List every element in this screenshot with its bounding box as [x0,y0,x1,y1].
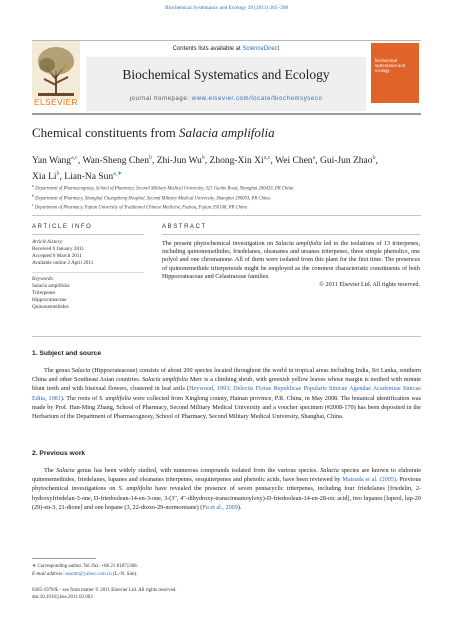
cover-title: biochemical systematics and ecology [375,58,406,73]
corresponding-author: ∗ Corresponding author. Tel./fax: +86 21 81871308. [32,564,138,569]
title-species: Salacia amplifolia [178,125,275,140]
running-header: Biochemical Systematics and Ecology 39 (2011) 205–208 [164,5,289,11]
citation-link[interactable]: Pu et al., 2009 [202,503,238,511]
contents-line [86,46,366,52]
author: Xia Li$^b$, [32,170,65,182]
contents-prefix: Contents lists available at [172,46,243,52]
affiliations [32,183,432,212]
author: Yan Wang$^{a,c}$, [32,155,83,167]
sciencedirect-link[interactable]: ScienceDirect [242,46,280,52]
header-top-rule [32,40,421,41]
issn-line: 0305-1978/$ – see front matter © 2011 Elsevier Ltd. All rights reserved. [32,588,177,593]
author: Lian-Na Sun$^{a,∗}$ [64,170,123,182]
author-list [32,152,432,183]
article-title [32,125,432,141]
article-info-heading: ARTICLE INFO [32,224,93,230]
doi-link[interactable]: doi:10.1016/j.bse.2011.03.003 [32,595,93,600]
divider [32,215,421,216]
journal-title: Biochemical Systematics and Ecology [122,67,330,82]
divider [32,234,144,235]
elsevier-tree-logo [32,41,80,99]
citation-link[interactable]: Matsuda et al. (2005) [342,476,396,484]
abstract-text: The present phytochemical investigation on Salacia amplifolia led to the isolations of 13 triterpenes, including quinonemethides, friedelanes, oleananes and ursanes triterpenes, three simple phenolics, one polyol and one chromanone. All of them were isolated from this plant for the first time. The presences of quinonemethide triterpenoids might be employed as the common characteristic constituents of both Hippocrateaceae and Celastraceae families. © 2011 Elsevier Ltd. All rights reserved. [162,240,420,289]
affiliation: $^a$ Department of Pharmacognosy, School of Pharmacy, Second Military Medical University, 325 Guohe Road, Shanghai 200433, PR China [32,184,294,192]
affiliation: $^b$ Department of Pharmacy, Shanghai Changzheng Hospital, Second Military Medical University, Shanghai 200003, PR China [32,193,270,202]
author: Wei Chen$^a$, [275,155,320,167]
footnote-rule [32,558,96,559]
copyright: © 2011 Elsevier Ltd. All rights reserved. [319,281,420,289]
divider [32,336,421,337]
homepage-prefix: journal homepage: [129,96,192,102]
journal-cover [371,43,419,103]
author: Zhong-Xin Xi$^{a,c}$, [209,155,276,167]
affiliation: $^c$ Department of Pharmacy, Fujian University of Traditional Chinese Medicine, Fuzhou, Fujian 350108, PR China [32,203,247,211]
section-heading: 1. Subject and source [32,350,102,357]
keywords: Keywords: Salacia amplifolia Triterpenes Hippocrateaceae Quinonemethides [32,276,70,310]
section-paragraph: The Salacia genus has been widely studied, with numerous compounds isolated from the various species. Salacia species are known to elaborate quinonemethides, friedelanes, lupanes and oleananes triterpenes, sesquiterpenes and phenolic acids, have been reviewed by Matsuda et al. (2005). Previous phytochemical investigations on S. amplifolia have revealed the presence of seven pentacyclic triterpenes, including four friedelanes [friedelin, 2-hydroxyfriedelan-3-one, D-friedoolean-14-en-3-one, 3-(3″, 4″-dihydroxy-transcinnamoyloxy)-D-friedoolean-14-en-28-oic acid], two lupanes [lupeol, lup-20 (29)-en-3, 21-dione] and one hopane (3, 22-dioxo-29-normoretane) (Pu et al., 2009). [32,467,422,511]
email-line: E-mail address: sssnmr@yahoo.com.cn (L.-N. Sun). [32,572,138,577]
author: Wan-Sheng Chen$^b$, [82,155,157,167]
section-heading: 2. Previous work [32,450,86,457]
journal-homepage [86,96,366,102]
citation-link[interactable]: Heywood, 1993; Delectis Florae Republicae Popularis Sinicae Agendae Academiae Sinicae Edita, 1981 [32,385,421,402]
author: Zhi-Jun Wu$^b$, [156,155,210,167]
header-bottom-rule [32,113,421,115]
title-plain: Chemical constituents from [32,125,179,140]
header-band [86,57,366,111]
elsevier-wordmark: ELSEVIER [34,97,78,107]
abstract-heading: ABSTRACT [162,224,207,230]
article-history: Article history: Received 6 January 2011 Accepted 6 March 2011 Available online 2 April 2011 [32,239,94,266]
homepage-link[interactable]: www.elsevier.com/locate/biochemsyseco [191,96,323,102]
section-paragraph: The genus Salacia (Hippocrateaceae) consists of about 200 species located throughout the world in tropical areas including India, Sri Lanka, southern China and other Southeast Asian countries. Salacia amplifolia Merr is a climbing shrub, with greenish yellow leaves whose margin is toothed with minute blunt teeth and with bisexual flowers, clustered in leaf axils (Heywood, 1993; Delectis Florae Republicae Popularis Sinicae Agendae Academiae Sinicae Edita, 1981). The roots of S. amplifolia were collected from Xinglong county, Hainan province, P.R. China, in May 2008. The botanical identification was made by Prof. Han-Ming Zhang, School of Pharmacy, Second Military Medical University and a voucher specimen (#2008-170) has been deposited in the Herbarium of the Department of Pharmacognosy, School of Pharmacy, Second Military Medical University, Shanghai, China. [32,367,421,421]
author: Gui-Jun Zhao$^b$, [319,155,378,167]
email-link[interactable]: sssnmr@yahoo.com.cn [65,572,112,577]
divider [32,272,144,273]
divider [162,234,420,235]
